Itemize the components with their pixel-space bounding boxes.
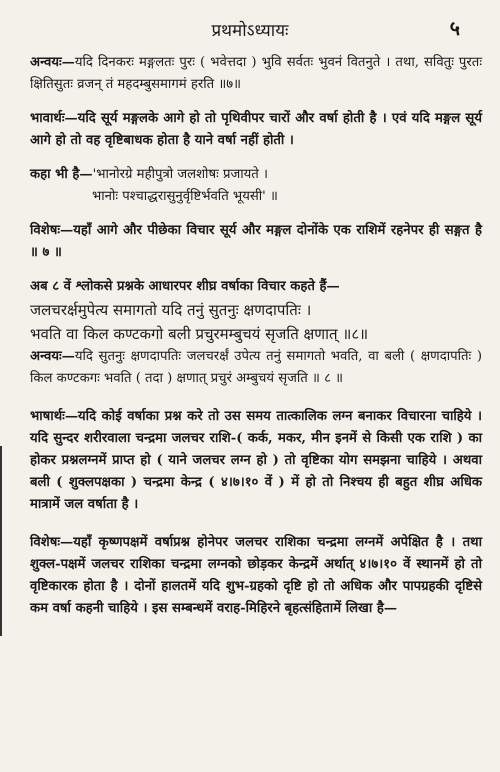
quote-text-1: 'भानोरग्रे महीपुत्रो जलशोषः प्रजायते । bbox=[92, 167, 269, 182]
page-header bbox=[0, 10, 500, 40]
vishesha-paragraph-8 bbox=[30, 532, 482, 620]
anvaya-paragraph-8 bbox=[30, 346, 482, 390]
bhavartha-label: भावार्थः— bbox=[30, 111, 78, 126]
verse-line-1: जलचरर्क्षमुपेत्य समागतो यदि तनुं सुतनुः क्षणदापतिः । bbox=[30, 301, 312, 319]
vishesha-text-8: यहाँ कृष्णपक्षमें वर्षाप्रश्न होनेपर जलचर राशिका चन्द्रमा लग्नमें अपेक्षित है । तथा शुक्ल-पक्षमें जलचर राशिका चन्द्रमा लग्नको छोड़कर केन्द्रमें अर्थात् ४।७।१० वें स्थानमें हो तो वृष्टिकारक होता है । दोनों हालतमें यदि शुभ-ग्रहको दृष्टि हो तो अधिक और पापग्रहकी दृष्टिसे कम वर्षा कहनी चाहिये । इस सम्बन्धमें वराह-मिहिरने बृहत्संहितामें लिखा है— bbox=[30, 535, 482, 616]
vishesha-label: विशेषः— bbox=[30, 223, 74, 238]
vishesha-text: यहाँ आगे और पीछेका विचार सूर्य और मङ्गल दोनोंके एक राशिमें रहनेपर ही सङ्गत है ॥ ७ ॥ bbox=[30, 223, 482, 260]
quote-label: कहा भी है— bbox=[30, 167, 93, 182]
quote-line-1 bbox=[30, 164, 482, 186]
bhasharth-label: भाषार्थः— bbox=[30, 409, 79, 424]
intro-line-8: अब ८ वें श्लोकसे प्रश्नके आधारपर शीघ्र वर्षाका विचार कहते हैं— bbox=[30, 279, 340, 294]
bhasharth-paragraph bbox=[30, 406, 482, 516]
margin-line bbox=[0, 446, 6, 636]
anvaya-text: यदि दिनकरः मङ्गलतः पुरः ( भवेत्तदा ) भुवि सर्वतः भुवनं वितनुते । तथा, सवितुः पुरतः क्षितिसुतः व्रजन् तं महदम्बुसमागमं हरति ॥७॥ bbox=[30, 55, 482, 92]
anvaya-label: अन्वयः— bbox=[30, 55, 75, 70]
anvaya-label-8: अन्वयः— bbox=[30, 349, 75, 364]
vishesha-label-8: विशेषः— bbox=[30, 535, 74, 550]
anvaya-text-8: यदि सुतनुः क्षणदापतिः जलचरर्क्षं उपेत्य तनुं समागतो भवति, वा बली ( क्षणदापतिः ) किल कण्टकगः भवति ( तदा ) क्षणात् प्रचुरं अम्बुचयं सृजति ॥ ८ ॥ bbox=[30, 349, 482, 386]
bhavartha-text: यदि सूर्य मङ्गलके आगे हो तो पृथिवीपर चारों और वर्षा होती है । एवं यदि मङ्गल सूर्य आगे हो तो वह वृष्टिबाधक होता है याने वर्षा नहीं होती । bbox=[30, 111, 482, 148]
vishesha-paragraph-7 bbox=[30, 220, 482, 264]
quote-line-2 bbox=[30, 186, 482, 208]
anvaya-paragraph-7 bbox=[30, 52, 482, 96]
page-body bbox=[30, 52, 482, 620]
quote-text-2: भानोः पश्चाद्धरासुनुर्वृष्टिर्भवति भूयसी' ॥ bbox=[92, 189, 278, 204]
bhasharth-text: यदि कोई वर्षाका प्रश्न करे तो उस समय तात्कालिक लग्न बनाकर विचारना चाहिये । यदि सुन्दर शरीरवाला चन्द्रमा जलचर राशि-( कर्क, मकर, मीन इनमें से किसी एक राशि ) का होकर प्रश्नलग्नमें प्राप्त हो ( याने जलचर लग्न हो ) तो वृष्टिका योग समझना चाहिये । अथवा बली ( शुक्लपक्षका ) चन्द्रमा केन्द्र ( ४।७।१० वें ) में हो तो निश्चय ही बहुत शीघ्र अधिक मात्रामें जल वर्षाता है । bbox=[30, 409, 482, 512]
page-number: ५ bbox=[449, 16, 460, 40]
running-title: प्रथमोऽध्यायः bbox=[211, 21, 289, 41]
verse-line-2: भवति वा किल कण्टकगो बली प्रचुरमम्बुचयं सृजति क्षणात् ॥८॥ bbox=[30, 325, 369, 343]
bhavartha-paragraph bbox=[30, 108, 482, 152]
